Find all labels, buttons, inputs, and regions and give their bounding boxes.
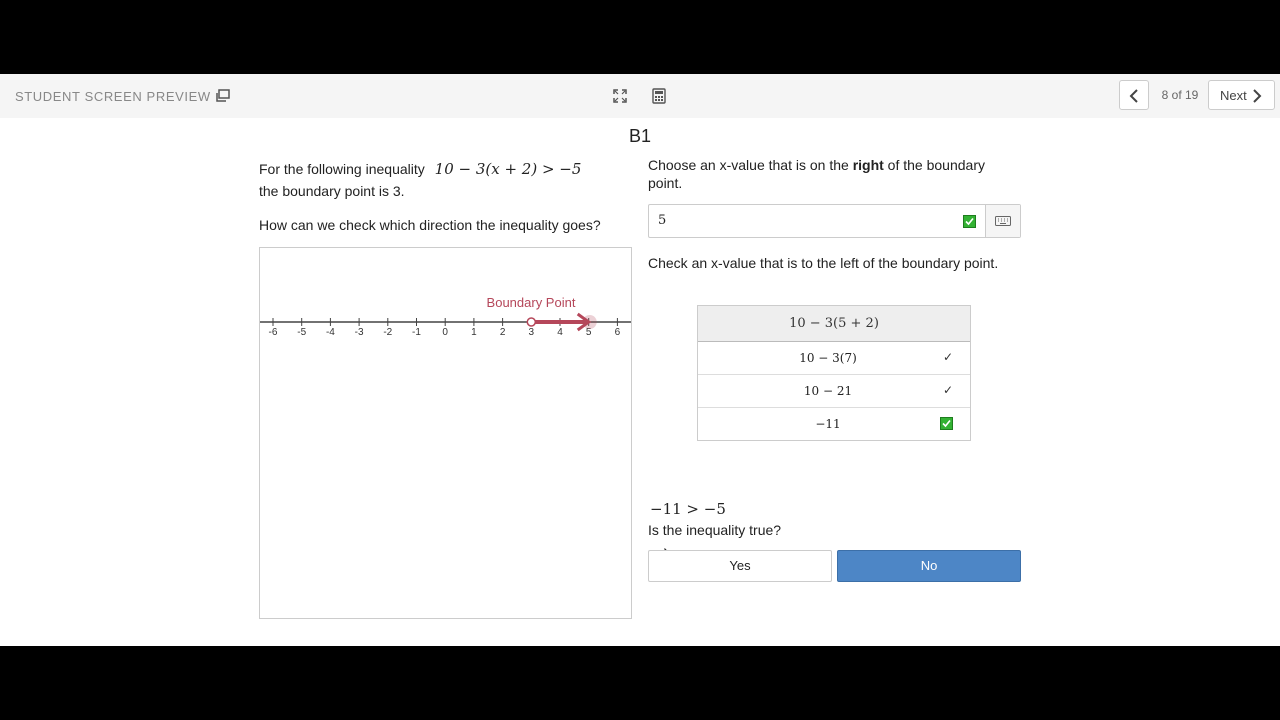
student-preview-screen (0, 74, 1280, 646)
chevron-right-icon (1252, 89, 1262, 103)
left-prompt: Check an x-value that is to the left of the boundary point. (648, 255, 999, 271)
work-expression: 10 − 21 (803, 384, 853, 398)
tick-label: -5 (297, 327, 307, 338)
yes-button[interactable]: Yes (648, 550, 832, 582)
correct-check-icon (963, 215, 976, 228)
work-table (697, 305, 971, 441)
previous-button[interactable] (1119, 80, 1149, 110)
right-prompt-post: of the boundary point. (648, 157, 985, 191)
check-mark-icon: ✓ (943, 383, 954, 397)
open-boundary-point (527, 318, 535, 326)
boundary-text: the boundary point is 3. (259, 183, 405, 199)
work-header: 10 − 3(5 + 2) (698, 306, 970, 342)
answer-value: 5 (658, 213, 667, 228)
work-row[interactable] (698, 375, 970, 408)
tick-label: 2 (499, 327, 506, 338)
tick-label: 3 (528, 327, 535, 338)
chevron-left-icon (1129, 89, 1139, 103)
calculator-icon[interactable] (652, 88, 666, 104)
tick-label: -4 (325, 327, 335, 338)
inequality-expression: 10 − 3(x + 2) > −5 (434, 160, 582, 178)
keyboard-button[interactable] (985, 205, 1020, 237)
screen-title: B1 (628, 126, 652, 146)
next-label: Next (1220, 88, 1247, 103)
result-question: Is the inequality true? (648, 522, 782, 538)
arrow-drag-handle[interactable] (583, 315, 597, 329)
tick-label: 5 (585, 327, 592, 338)
no-button[interactable]: No (837, 550, 1021, 582)
tick-label: 1 (471, 327, 477, 338)
direction-question: How can we check which direction the inequality goes? (259, 217, 601, 233)
top-toolbar (0, 74, 1280, 118)
number-line-graph[interactable] (259, 247, 632, 619)
problem-statement (259, 158, 639, 202)
tick-label: 4 (557, 327, 563, 338)
tick-label: -2 (383, 327, 393, 338)
tick-label: -3 (354, 327, 364, 338)
intro-text: For the following inequality (259, 161, 425, 177)
right-prompt (648, 156, 1018, 192)
boundary-point-label: Boundary Point (486, 295, 576, 310)
popout-icon[interactable] (216, 89, 230, 103)
page-counter: 8 of 19 (1161, 88, 1199, 102)
tick-label: -6 (268, 327, 278, 338)
tick-label: -1 (412, 327, 421, 338)
number-line-svg (260, 248, 631, 618)
right-prompt-bold: right (852, 157, 884, 173)
work-row[interactable] (698, 342, 970, 375)
keyboard-icon (995, 216, 1011, 226)
tick-label: 6 (614, 327, 621, 338)
work-row[interactable] (698, 408, 970, 440)
preview-label: STUDENT SCREEN PREVIEW (15, 89, 211, 104)
tick-label: 0 (442, 327, 448, 338)
next-button[interactable] (1208, 80, 1275, 110)
answer-input[interactable] (648, 204, 1021, 238)
check-mark-icon: ✓ (943, 350, 954, 364)
work-expression: 10 − 3(7) (799, 351, 857, 365)
correct-check-icon (940, 417, 953, 430)
result-inequality: −11 > −5 (650, 500, 726, 518)
right-prompt-pre: Choose an x-value that is on the (648, 157, 853, 173)
work-expression: −11 (815, 417, 841, 431)
fullscreen-icon[interactable] (613, 89, 627, 103)
